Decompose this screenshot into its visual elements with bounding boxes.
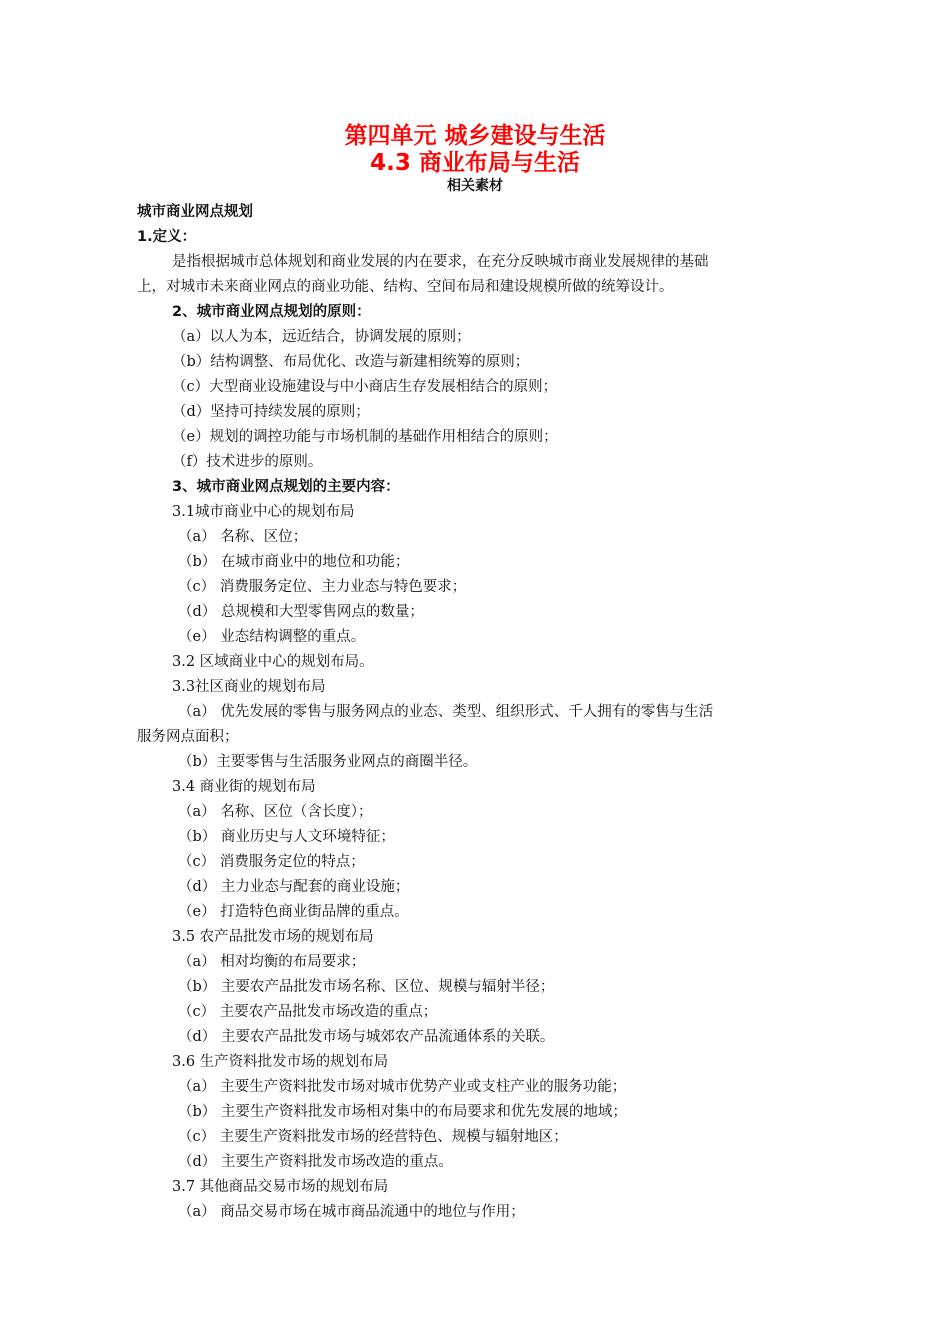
subsection-heading: 3.1城市商业中心的规划布局 xyxy=(172,504,355,520)
subsection-item: （d） 总规模和大型零售网点的数量； xyxy=(178,604,424,620)
principles-heading: 2、城市商业网点规划的原则： xyxy=(172,304,371,320)
subsection-item: （b） 商业历史与人文环境特征； xyxy=(178,829,395,845)
principle-item: （c）大型商业设施建设与中小商店生存发展相结合的原则； xyxy=(172,379,558,395)
subsection-item: （d） 主要农产品批发市场与城郊农产品流通体系的关联。 xyxy=(178,1029,555,1045)
subsection-item: （c） 主要生产资料批发市场的经营特色、规模与辐射地区； xyxy=(178,1129,568,1145)
subsection-item: （b） 主要生产资料批发市场相对集中的布局要求和优先发展的地域； xyxy=(178,1104,627,1120)
principle-item: （f）技术进步的原则。 xyxy=(172,454,323,470)
subsection-item: （a） 主要生产资料批发市场对城市优势产业或支柱产业的服务功能； xyxy=(178,1079,627,1095)
subsection-item: （a） 名称、区位； xyxy=(178,529,308,545)
subsection-heading: 3.7 其他商品交易市场的规划布局 xyxy=(172,1179,389,1195)
subsection-item: （d） 主力业态与配套的商业设施； xyxy=(178,879,410,895)
subsection-item: （a） 相对均衡的布局要求； xyxy=(178,954,366,970)
subsection-heading: 3.6 生产资料批发市场的规划布局 xyxy=(172,1054,389,1070)
document-title: 第四单元 城乡建设与生活 xyxy=(344,123,606,149)
subsection-item: （a） 名称、区位（含长度）； xyxy=(178,804,373,820)
subsection-item: （d） 主要生产资料批发市场改造的重点。 xyxy=(178,1154,453,1170)
subsection-item: （b） 主要农产品批发市场名称、区位、规模与辐射半径； xyxy=(178,979,555,995)
subsection-item: （e） 业态结构调整的重点。 xyxy=(178,629,366,645)
content-heading: 3、城市商业网点规划的主要内容： xyxy=(172,479,400,495)
section-heading: 城市商业网点规划 xyxy=(137,204,253,220)
principle-item: （b）结构调整、布局优化、改造与新建相统筹的原则； xyxy=(172,354,530,370)
subsection-item: （e） 打造特色商业街品牌的重点。 xyxy=(178,904,409,920)
definition-paragraph-line: 是指根据城市总体规划和商业发展的内在要求，在充分反映城市商业发展规律的基础 xyxy=(172,254,709,270)
subsection-heading: 3.3社区商业的规划布局 xyxy=(172,679,326,695)
definition-heading: 1.定义： xyxy=(137,229,197,245)
subsection-item: （c） 消费服务定位、主力业态与特色要求； xyxy=(178,579,467,595)
subsection-item: （a） 商品交易市场在城市商品流通中的地位与作用； xyxy=(178,1204,525,1220)
subsection-item: （c） 消费服务定位的特点； xyxy=(178,854,365,870)
definition-paragraph-line: 上，对城市未来商业网点的商业功能、结构、空间布局和建设规模所做的统筹设计。 xyxy=(137,279,674,295)
subsection-heading: 3.4 商业街的规划布局 xyxy=(172,779,316,795)
principle-item: （a）以人为本，远近结合，协调发展的原则； xyxy=(172,329,471,345)
subsection-item: （c） 主要农产品批发市场改造的重点； xyxy=(178,1004,438,1020)
principle-item: （e）规划的调控功能与市场机制的基础作用相结合的原则； xyxy=(172,429,558,445)
principle-item: （d）坚持可持续发展的原则； xyxy=(172,404,370,420)
subsection-item: （b）主要零售与生活服务业网点的商圈半径。 xyxy=(178,754,478,770)
subsection-heading: 3.2 区域商业中心的规划布局。 xyxy=(172,654,374,670)
subsection-item: （a） 优先发展的零售与服务网点的业态、类型、组织形式、千人拥有的零售与生活 xyxy=(178,704,714,720)
document-lesson-title: 4.3 商业布局与生活 xyxy=(370,150,580,176)
subsection-item: （b） 在城市商业中的地位和功能； xyxy=(178,554,410,570)
subsection-item-continuation: 服务网点面积； xyxy=(137,729,239,745)
document-subtitle: 相关素材 xyxy=(447,178,503,194)
subsection-heading: 3.5 农产品批发市场的规划布局 xyxy=(172,929,374,945)
